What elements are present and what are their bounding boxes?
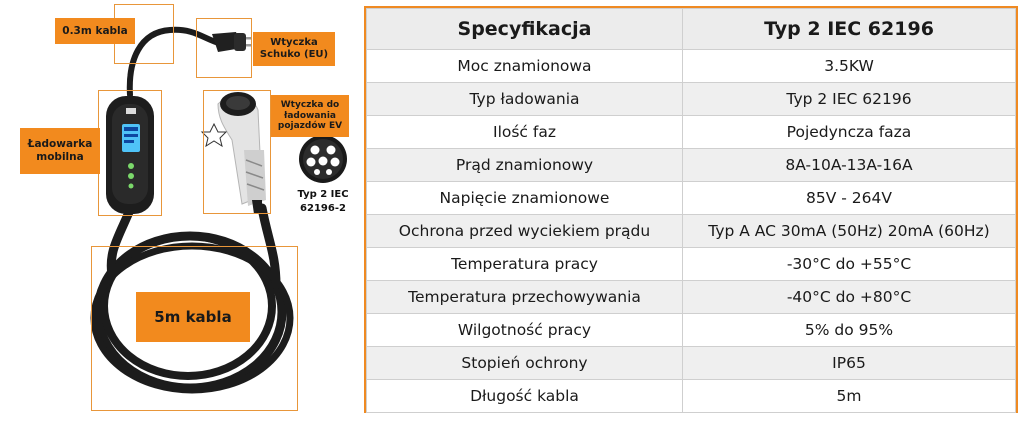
row-value: 5% do 95% (683, 314, 1016, 347)
row-value: 3.5KW (683, 50, 1016, 83)
row-label: Napięcie znamionowe (367, 182, 683, 215)
callout-cable-long: 5m kabla (136, 292, 250, 342)
row-label: Wilgotność pracy (367, 314, 683, 347)
row-value: 8A-10A-13A-16A (683, 149, 1016, 182)
table-row (367, 50, 1016, 83)
frame-charger (98, 90, 162, 216)
table-row (367, 116, 1016, 149)
row-value: -30°C do +55°C (683, 248, 1016, 281)
row-label: Długość kabla (367, 380, 683, 413)
table-row (367, 281, 1016, 314)
callout-mobile-charger: Ładowarka mobilna (20, 128, 100, 174)
row-value: Typ 2 IEC 62196 (683, 83, 1016, 116)
table-row (367, 248, 1016, 281)
row-value: Pojedyncza faza (683, 116, 1016, 149)
callout-ev-plug: Wtyczka do ładowania pojazdów EV (271, 95, 349, 137)
table-row (367, 182, 1016, 215)
row-label: Ilość faz (367, 116, 683, 149)
table-row (367, 83, 1016, 116)
table-row (367, 314, 1016, 347)
table-row (367, 347, 1016, 380)
frame-ev-plug (203, 90, 271, 214)
row-value: Typ A AC 30mA (50Hz) 20mA (60Hz) (683, 215, 1016, 248)
callout-cable-short: 0.3m kabla (55, 18, 135, 44)
product-illustration (0, 0, 360, 423)
callout-schuko-plug: Wtyczka Schuko (EU) (253, 32, 335, 66)
row-label: Stopień ochrony (367, 347, 683, 380)
row-label: Typ ładowania (367, 83, 683, 116)
table-header-row (367, 9, 1016, 50)
row-value: 85V - 264V (683, 182, 1016, 215)
type2-socket-drawing (299, 135, 347, 183)
row-label: Ochrona przed wyciekiem prądu (367, 215, 683, 248)
table-row (367, 215, 1016, 248)
row-value: IP65 (683, 347, 1016, 380)
column-header-spec: Specyfikacja (367, 9, 683, 50)
row-value: -40°C do +80°C (683, 281, 1016, 314)
column-header-value: Typ 2 IEC 62196 (683, 9, 1016, 50)
row-value: 5m (683, 380, 1016, 413)
table-row (367, 149, 1016, 182)
specification-table (364, 6, 1018, 413)
table-row (367, 380, 1016, 413)
spec-table (366, 8, 1016, 413)
frame-schuko-plug (196, 18, 252, 78)
row-label: Temperatura przechowywania (367, 281, 683, 314)
row-label: Moc znamionowa (367, 50, 683, 83)
row-label: Prąd znamionowy (367, 149, 683, 182)
row-label: Temperatura pracy (367, 248, 683, 281)
label-type2-connector: Typ 2 IEC 62196-2 (297, 189, 349, 214)
